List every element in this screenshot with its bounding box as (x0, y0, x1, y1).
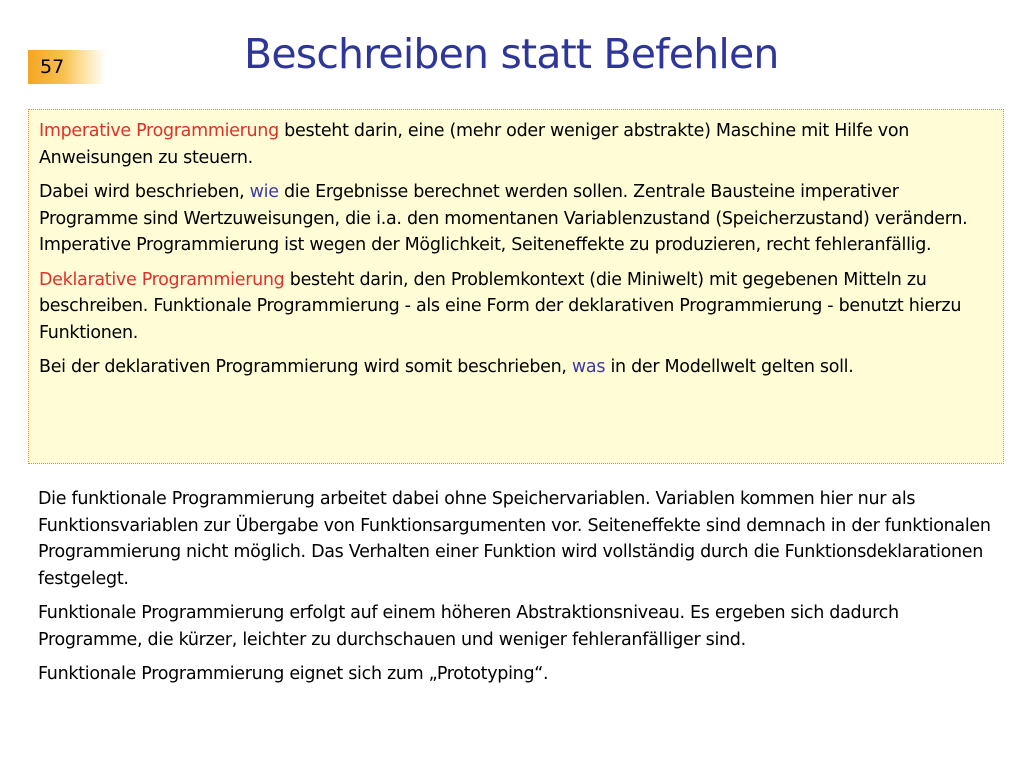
declarative-description-after: in der Modellwelt gelten soll. (605, 357, 854, 377)
imperative-description-before: Dabei wird beschrieben, (39, 182, 250, 202)
imperative-definition-text: besteht darin, eine (mehr oder weniger abstrakte) Maschine mit Hilfe von Anweisungen zu steuern. (39, 121, 910, 168)
keyword-wie: wie (249, 182, 279, 202)
keyword-was: was (571, 357, 606, 377)
functional-prototyping-paragraph: Funktionale Programmierung eignet sich zum „Prototyping“. (38, 664, 549, 684)
declarative-definition-paragraph (39, 267, 993, 347)
declarative-term: Deklarative Programmierung (39, 269, 285, 290)
functional-no-variables-paragraph: Die funktionale Programmierung arbeitet dabei ohne Speichervariablen. Variablen kommen hier nur als Funktionsvariablen zur Übergabe von Funktionsargumenten vor. Seiteneffekte sind demnach in der funktionalen Programmierung nicht möglich. Das Verhalten einer Funktion wird vollständig durch die Funktionsdeklarationen festgelegt. (38, 489, 991, 589)
slide-number: 57 (28, 50, 106, 84)
imperative-description-after: die Ergebnisse berechnet werden sollen. Zentrale Bausteine imperativer Programme sind Wertzuweisungen, die i.a. den momentanen Variablenzustand (Speicherzustand) verändern. Imperative Programmierung ist wegen der Möglichkeit, Seiteneffekte zu produzieren, recht fehleranfällig. (39, 182, 968, 255)
declarative-definition-text: besteht darin, den Problemkontext (die Miniwelt) mit gegebenen Mitteln zu beschreiben. Funktionale Programmierung - als eine Form der deklarativen Programmierung - benutzt hierzu Funktionen. (39, 269, 962, 343)
functional-abstraction-paragraph: Funktionale Programmierung erfolgt auf einem höheren Abstraktionsniveau. Es ergeben sich dadurch Programme, die kürzer, leichter zu durchschauen und weniger fehleranfälliger sind. (38, 603, 899, 650)
declarative-description-paragraph (39, 354, 993, 381)
imperative-definition-paragraph (39, 118, 993, 171)
definition-box (28, 109, 1004, 464)
body-text (38, 486, 1004, 696)
imperative-description-paragraph (39, 179, 993, 259)
imperative-term: Imperative Programmierung (39, 121, 279, 141)
declarative-description-before: Bei der deklarativen Programmierung wird somit beschrieben, (39, 357, 572, 377)
slide-title: Beschreiben statt Befehlen (244, 30, 779, 78)
